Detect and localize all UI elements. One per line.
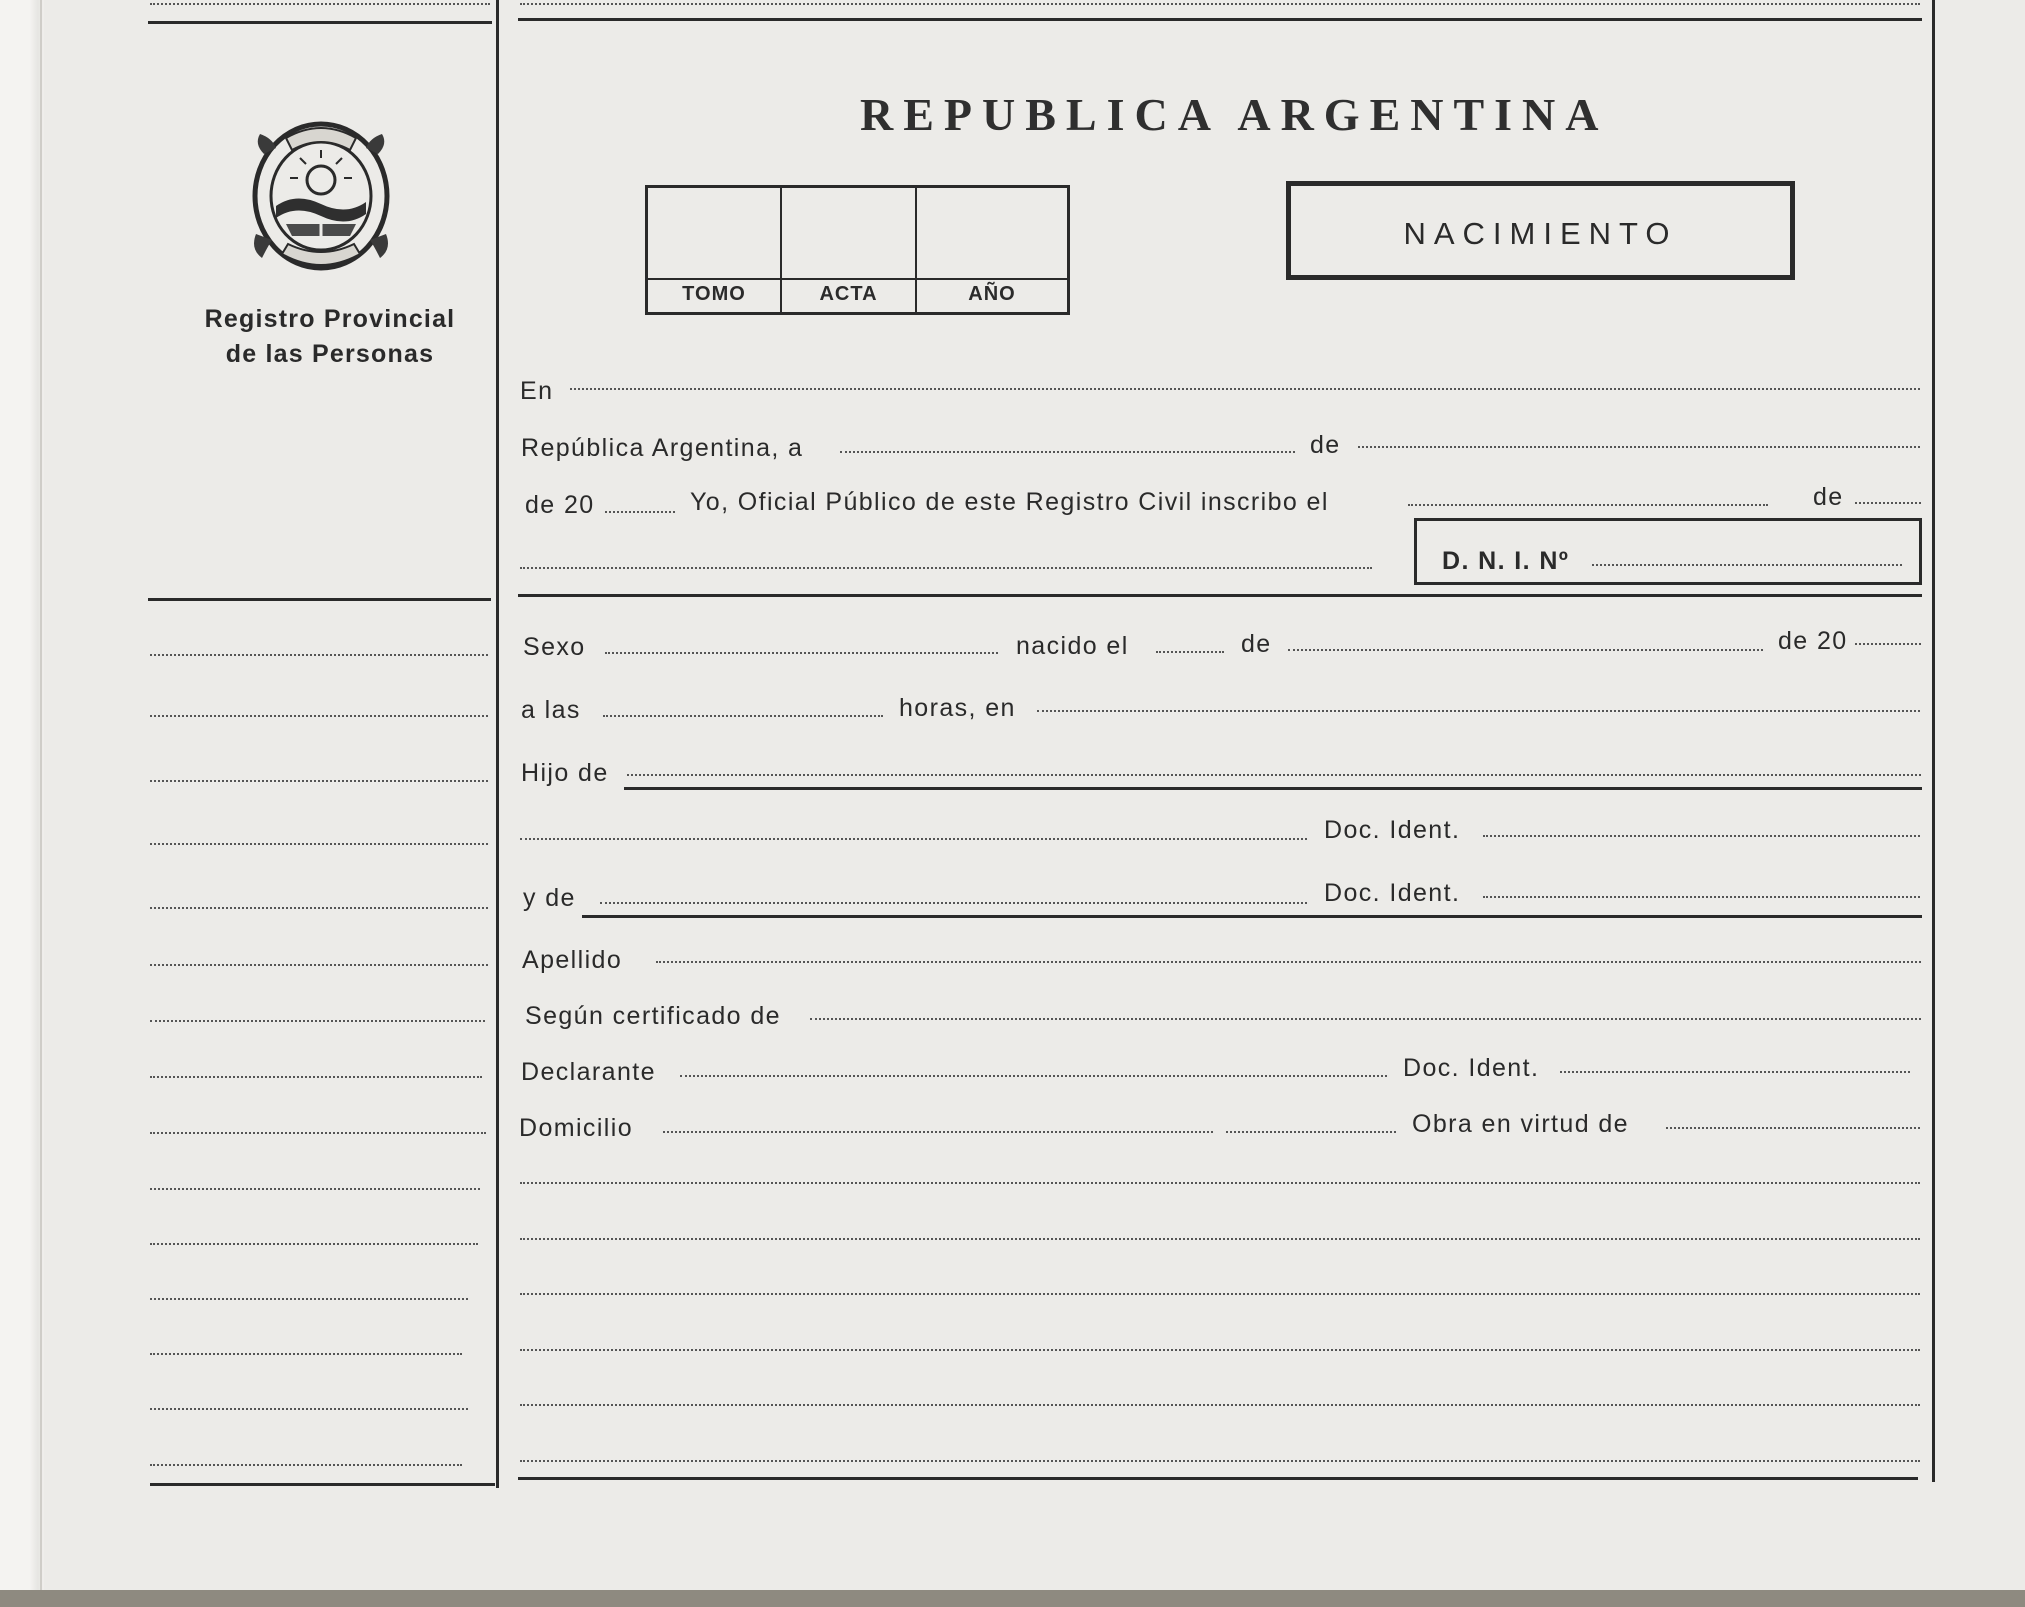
de20-label-2: de 20 (1778, 627, 1848, 655)
padre-field[interactable] (520, 838, 1307, 840)
de-label-1: de (1310, 431, 1341, 459)
doc-ident-label-2: Doc. Ident. (1324, 879, 1461, 907)
top-right-dotted-line (520, 3, 1920, 5)
margin-note-line[interactable] (150, 1408, 468, 1410)
note-line[interactable] (520, 1182, 1920, 1184)
declarante-field[interactable] (680, 1075, 1387, 1077)
margin-note-line[interactable] (150, 1298, 468, 1300)
declarante-doc-field[interactable] (1560, 1071, 1910, 1073)
sexo-field[interactable] (605, 652, 998, 654)
apellido-field[interactable] (656, 961, 1921, 963)
margin-note-line[interactable] (150, 715, 488, 717)
book-edge (0, 1590, 2025, 1607)
note-line[interactable] (520, 1404, 1920, 1406)
margin-note-line[interactable] (150, 907, 488, 909)
left-mid-rule (148, 598, 491, 601)
declarante-label: Declarante (521, 1058, 656, 1086)
domicilio-field[interactable] (663, 1131, 1213, 1133)
inscribo-field[interactable] (1408, 504, 1768, 506)
misiones-seal-icon (246, 114, 396, 282)
hora-field[interactable] (603, 715, 883, 717)
margin-note-line[interactable] (150, 654, 488, 656)
en-field[interactable] (570, 388, 1920, 390)
tomo-acta-anio-box (645, 185, 1070, 315)
republica-label: República Argentina, a (521, 434, 804, 462)
nacido-mes-field[interactable] (1288, 649, 1763, 651)
note-line[interactable] (520, 1460, 1920, 1462)
apellido-label: Apellido (522, 946, 623, 974)
acta-cell[interactable] (782, 188, 917, 312)
right-frame-line (1932, 0, 1935, 1482)
yo-oficial-label: Yo, Oficial Público de este Registro Civil inscribo el (690, 488, 1329, 516)
inscribo-de-field[interactable] (1855, 502, 1921, 504)
note-line[interactable] (520, 1293, 1920, 1295)
margin-note-line[interactable] (150, 964, 488, 966)
margin-note-line[interactable] (150, 1243, 478, 1245)
segun-field[interactable] (810, 1018, 1921, 1020)
margin-note-line[interactable] (150, 1020, 485, 1022)
de20-label-1: de 20 (525, 491, 595, 519)
year-field[interactable] (605, 511, 675, 513)
document-type-box (1286, 181, 1795, 280)
dni-box (1414, 518, 1922, 585)
y-de-label: y de (523, 884, 576, 912)
left-bottom-rule (150, 1483, 495, 1486)
margin-note-line[interactable] (150, 1188, 480, 1190)
tomo-label: TOMO (682, 283, 746, 305)
column-divider (496, 0, 499, 1488)
hijo-de-field[interactable] (627, 774, 1921, 776)
de-label-2: de (1813, 483, 1844, 511)
margin-note-line[interactable] (150, 780, 488, 782)
lugar-field[interactable] (1037, 710, 1920, 712)
obra-field[interactable] (1666, 1127, 1920, 1129)
margin-note-line[interactable] (150, 843, 488, 845)
nacido-el-label: nacido el (1016, 632, 1129, 660)
note-line[interactable] (520, 1349, 1920, 1351)
dni-label: D. N. I. Nº (1442, 547, 1570, 575)
registry-name-line2: de las Personas (225, 340, 435, 368)
page-title: REPUBLICA ARGENTINA (860, 89, 1609, 140)
a-las-label: a las (521, 696, 581, 724)
madre-field[interactable] (600, 902, 1307, 904)
madre-doc-field[interactable] (1483, 896, 1920, 898)
acta-label: ACTA (819, 283, 878, 305)
hijo-de-rule (624, 787, 1922, 790)
nacido-dia-field[interactable] (1156, 651, 1224, 653)
top-right-rule (518, 18, 1922, 21)
doc-ident-label-1: Doc. Ident. (1324, 816, 1461, 844)
name-field[interactable] (520, 567, 1372, 569)
margin-note-line[interactable] (150, 1353, 462, 1355)
en-label: En (520, 377, 554, 405)
right-mid-rule (518, 594, 1922, 597)
month-field[interactable] (1358, 446, 1920, 448)
top-left-rule (148, 21, 492, 24)
tomo-cell[interactable] (648, 188, 782, 312)
sexo-label: Sexo (523, 633, 586, 661)
document-type-label: NACIMIENTO (1403, 216, 1678, 251)
hijo-de-label: Hijo de (521, 759, 609, 787)
margin-note-line[interactable] (150, 1132, 486, 1134)
obra-label: Obra en virtud de (1412, 1110, 1629, 1138)
day-field[interactable] (840, 451, 1295, 453)
segun-label: Según certificado de (525, 1002, 781, 1030)
de-label-3: de (1241, 630, 1272, 658)
margin-note-line[interactable] (150, 1464, 462, 1466)
doc-ident-label-3: Doc. Ident. (1403, 1054, 1540, 1082)
book-binding (0, 0, 44, 1590)
y-de-rule (582, 915, 1922, 918)
domicilio-label: Domicilio (519, 1114, 634, 1142)
right-bottom-rule (518, 1477, 1918, 1480)
anio-label: AÑO (968, 283, 1016, 305)
note-line[interactable] (520, 1238, 1920, 1240)
horas-en-label: horas, en (899, 694, 1016, 722)
padre-doc-field[interactable] (1483, 835, 1920, 837)
registry-name-line1: Registro Provincial (204, 305, 456, 333)
domicilio-field-2[interactable] (1226, 1131, 1396, 1133)
anio-cell[interactable] (917, 188, 1067, 312)
nacido-anio-field[interactable] (1855, 643, 1921, 645)
top-left-dotted-line (150, 3, 490, 5)
binding-edge (40, 0, 42, 1590)
margin-note-line[interactable] (150, 1076, 482, 1078)
dni-field[interactable] (1592, 564, 1902, 566)
